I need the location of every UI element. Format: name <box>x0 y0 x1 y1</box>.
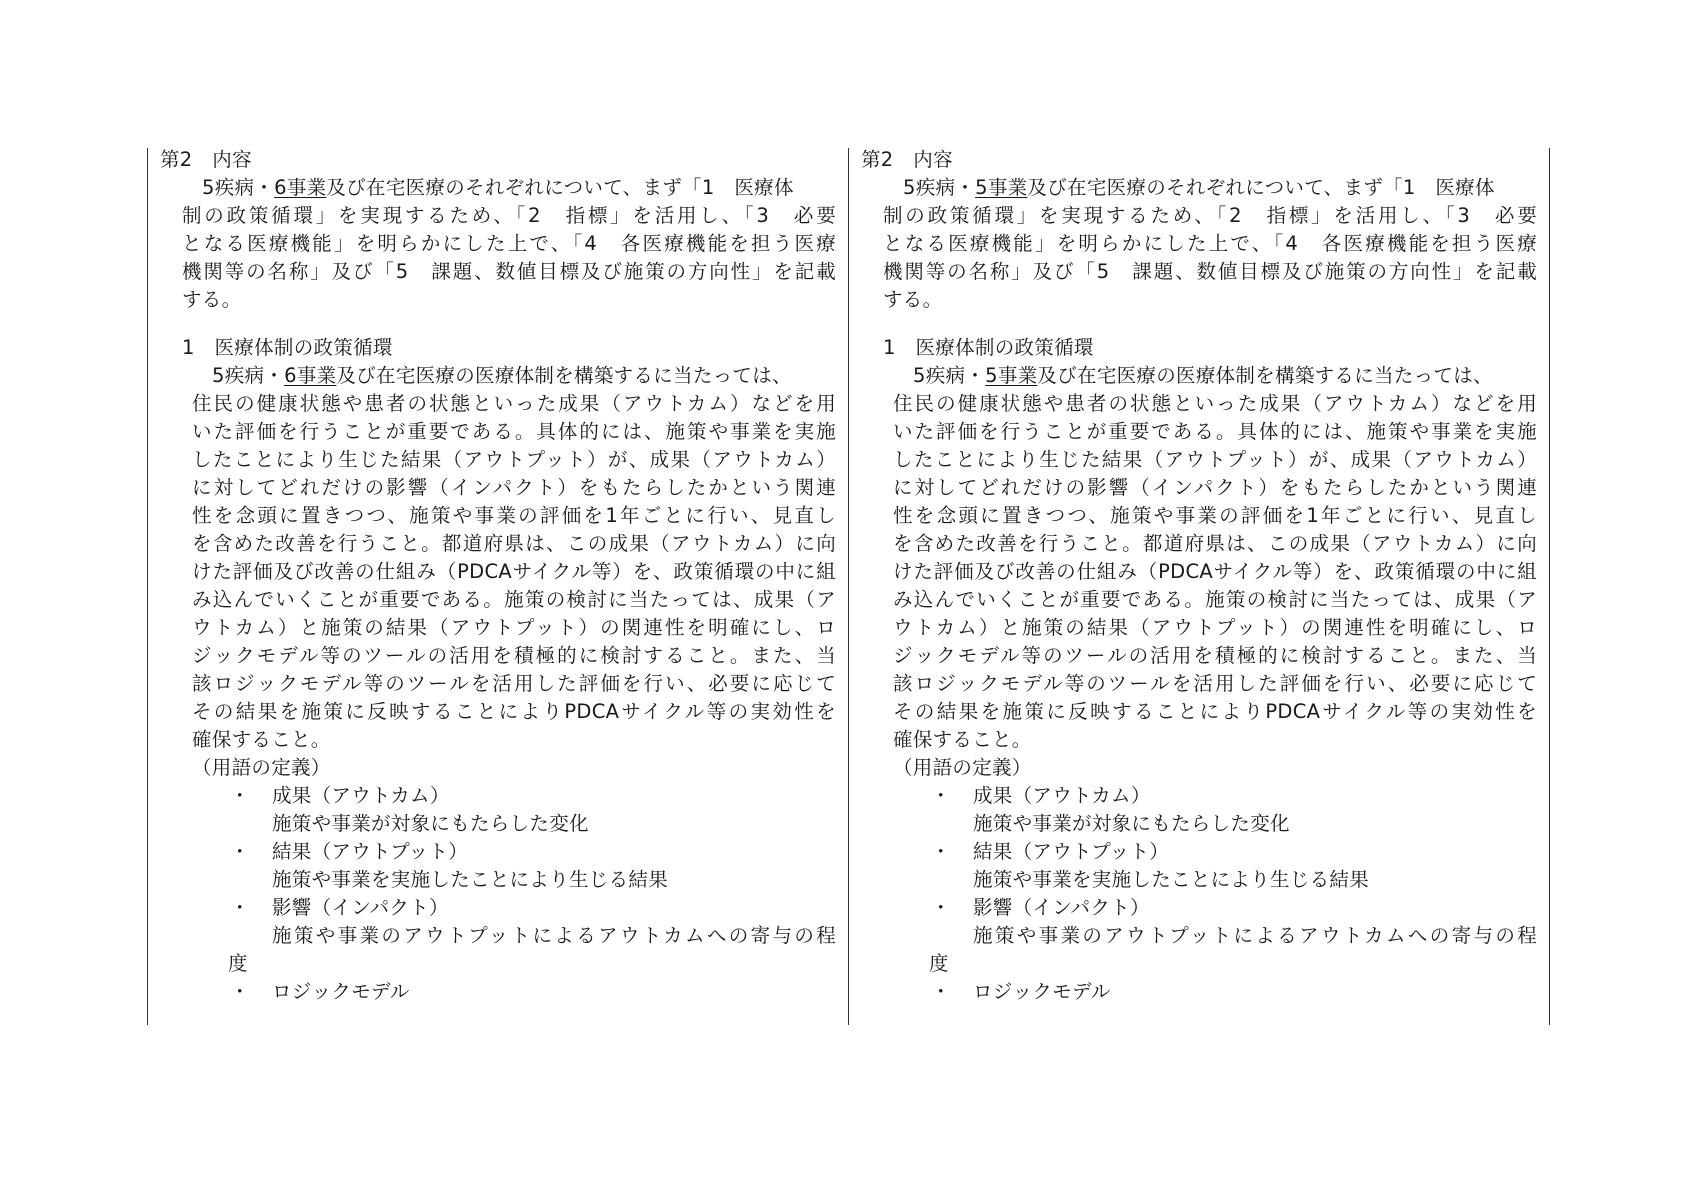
term-description-continued: 度 <box>929 952 949 975</box>
term-description: 施策や事業が対象にもたらした変化 <box>973 812 1290 835</box>
body-line-9: み込んでいくことが重要である。施策の検討に当たっては、成果（ア <box>192 588 836 611</box>
intro-line-1: 5疾病・6事業及び在宅医療のそれぞれについて、まず「1 医療体 <box>202 176 794 199</box>
body-line-7: を含めた改善を行うこと。都道府県は、この成果（アウトカム）に向 <box>893 532 1537 555</box>
subsection-title: 1 医療体制の政策循環 <box>883 336 1094 359</box>
body-line-10: ウトカム）と施策の結果（アウトプット）の関連性を明確にし、ロ <box>192 616 836 639</box>
intro-line-4: 機関等の名称」及び「5 課題、数値目標及び施策の方向性」を記載 <box>182 260 836 283</box>
body-line-8: けた評価及び改善の仕組み（PDCAサイクル等）を、政策循環の中に組 <box>893 560 1537 583</box>
term-label: 影響（インパクト） <box>272 896 449 919</box>
body-line-2: 住民の健康状態や患者の状態といった成果（アウトカム）などを用 <box>893 392 1537 415</box>
left-column <box>147 148 849 1025</box>
body-line-14: 確保すること。 <box>192 728 331 751</box>
bullet: ・ <box>230 784 250 807</box>
intro-line-3: となる医療機能」を明らかにした上で、「4 各医療機能を担う医療 <box>883 232 1537 255</box>
bullet: ・ <box>931 896 951 919</box>
right-column <box>848 148 1550 1025</box>
body-line-12: 該ロジックモデル等のツールを活用した評価を行い、必要に応じて <box>893 672 1537 695</box>
term-description: 施策や事業が対象にもたらした変化 <box>272 812 589 835</box>
intro-line-2: 制の政策循環」を実現するため、「2 指標」を活用し、「3 必要 <box>883 204 1537 227</box>
body-line-2: 住民の健康状態や患者の状態といった成果（アウトカム）などを用 <box>192 392 836 415</box>
term-description: 施策や事業のアウトプットによるアウトカムへの寄与の程 <box>272 924 836 947</box>
body-line-3: いた評価を行うことが重要である。具体的には、施策や事業を実施 <box>192 420 836 443</box>
underlined-term: 5事業 <box>985 364 1038 387</box>
term-label: 成果（アウトカム） <box>272 784 450 807</box>
body-line-5: に対してどれだけの影響（インパクト）をもたらしたかという関連 <box>893 476 1537 499</box>
body-line-10: ウトカム）と施策の結果（アウトプット）の関連性を明確にし、ロ <box>893 616 1537 639</box>
term-description-continued: 度 <box>228 952 248 975</box>
bullet: ・ <box>230 896 250 919</box>
term-label: 結果（アウトプット） <box>272 840 469 863</box>
intro-line-4: 機関等の名称」及び「5 課題、数値目標及び施策の方向性」を記載 <box>883 260 1537 283</box>
bullet: ・ <box>931 980 951 1003</box>
body-line-1: 5疾病・5事業及び在宅医療の医療体制を構築するに当たっては、 <box>913 364 1493 387</box>
body-line-6: 性を念頭に置きつつ、施策や事業の評価を1年ごとに行い、見直し <box>893 504 1537 527</box>
body-line-12: 該ロジックモデル等のツールを活用した評価を行い、必要に応じて <box>192 672 836 695</box>
body-line-3: いた評価を行うことが重要である。具体的には、施策や事業を実施 <box>893 420 1537 443</box>
body-line-8: けた評価及び改善の仕組み（PDCAサイクル等）を、政策循環の中に組 <box>192 560 836 583</box>
body-line-5: に対してどれだけの影響（インパクト）をもたらしたかという関連 <box>192 476 836 499</box>
body-line-11: ジックモデル等のツールの活用を積極的に検討すること。また、当 <box>192 644 836 667</box>
subsection-title: 1 医療体制の政策循環 <box>182 336 393 359</box>
body-line-9: み込んでいくことが重要である。施策の検討に当たっては、成果（ア <box>893 588 1537 611</box>
body-line-13: その結果を施策に反映することによりPDCAサイクル等の実効性を <box>192 700 836 723</box>
bullet: ・ <box>931 784 951 807</box>
term-label: ロジックモデル <box>973 980 1111 1003</box>
underlined-term: 5事業 <box>975 176 1028 199</box>
bullet: ・ <box>230 840 250 863</box>
underlined-term: 6事業 <box>274 176 327 199</box>
definitions-heading: （用語の定義） <box>893 756 1032 779</box>
term-description: 施策や事業のアウトプットによるアウトカムへの寄与の程 <box>973 924 1537 947</box>
definitions-heading: （用語の定義） <box>192 756 331 779</box>
body-line-11: ジックモデル等のツールの活用を積極的に検討すること。また、当 <box>893 644 1537 667</box>
body-line-13: その結果を施策に反映することによりPDCAサイクル等の実効性を <box>893 700 1537 723</box>
intro-line-3: となる医療機能」を明らかにした上で、「4 各医療機能を担う医療 <box>182 232 836 255</box>
body-line-4: したことにより生じた結果（アウトプット）が、成果（アウトカム） <box>893 448 1537 471</box>
intro-line-5: する。 <box>182 288 242 311</box>
bullet: ・ <box>931 840 951 863</box>
intro-line-5: する。 <box>883 288 943 311</box>
term-label: 影響（インパクト） <box>973 896 1150 919</box>
term-label: ロジックモデル <box>272 980 410 1003</box>
body-line-1: 5疾病・6事業及び在宅医療の医療体制を構築するに当たっては、 <box>212 364 792 387</box>
term-description: 施策や事業を実施したことにより生じる結果 <box>973 868 1370 891</box>
section-heading: 第2 内容 <box>861 148 953 171</box>
term-label: 成果（アウトカム） <box>973 784 1151 807</box>
bullet: ・ <box>230 980 250 1003</box>
underlined-term: 6事業 <box>284 364 337 387</box>
term-description: 施策や事業を実施したことにより生じる結果 <box>272 868 669 891</box>
body-line-4: したことにより生じた結果（アウトプット）が、成果（アウトカム） <box>192 448 836 471</box>
intro-line-2: 制の政策循環」を実現するため、「2 指標」を活用し、「3 必要 <box>182 204 836 227</box>
intro-line-1: 5疾病・5事業及び在宅医療のそれぞれについて、まず「1 医療体 <box>903 176 1495 199</box>
body-line-14: 確保すること。 <box>893 728 1032 751</box>
body-line-7: を含めた改善を行うこと。都道府県は、この成果（アウトカム）に向 <box>192 532 836 555</box>
section-heading: 第2 内容 <box>160 148 252 171</box>
term-label: 結果（アウトプット） <box>973 840 1170 863</box>
body-line-6: 性を念頭に置きつつ、施策や事業の評価を1年ごとに行い、見直し <box>192 504 836 527</box>
